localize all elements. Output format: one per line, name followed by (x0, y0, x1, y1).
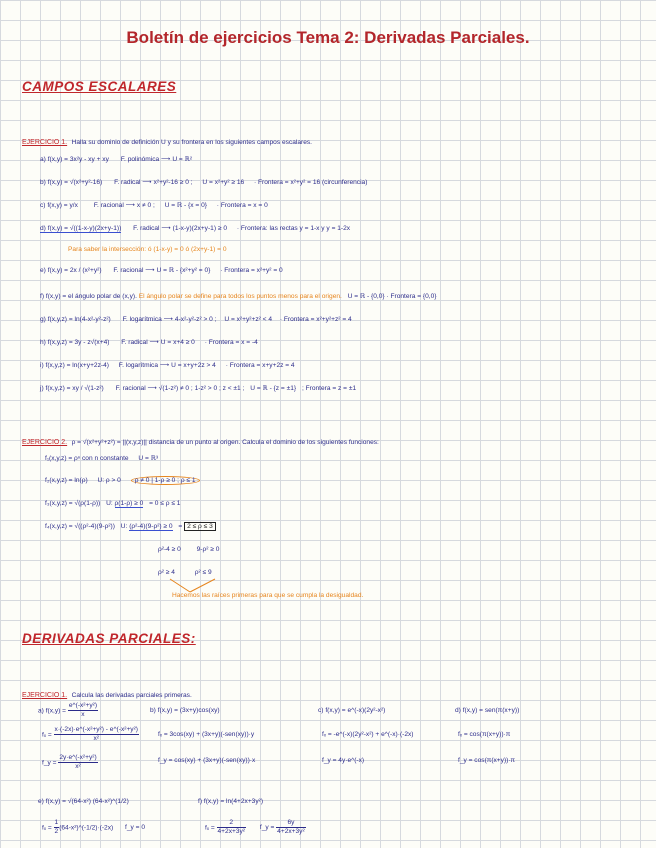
ej1-i (40, 361, 295, 369)
der-d-func: d) f(x,y) = sen(π(x+y)) (455, 707, 520, 714)
der-f-fy-num: 6y (276, 819, 306, 828)
der-c-fy: f_y = 4y·e^(-x) (322, 757, 365, 764)
der-a-func (38, 702, 98, 719)
ej1-f (40, 292, 437, 300)
ej1-j-dom: U = ℝ - {z = ±1} (250, 385, 297, 392)
der-f-fy-den: 4+2x+3y² (277, 828, 305, 835)
ej1-g (40, 315, 352, 323)
ej1-i-front: · Frontera = x+y+2z = 4 (225, 362, 295, 369)
ej1-j-cond: F. racional ⟶ √(1-z²) ≠ 0 ; 1-z² > 0 ; z < ±1 ; (115, 385, 245, 392)
ej1-d-cond: F. radical ⟶ (1-x-y)(2x+y-1) ≥ 0 (133, 225, 227, 232)
der-f-fy-pre: f_y = (259, 824, 277, 832)
ej2-f4-cond: (ρ²-4)(9-ρ²) ≥ 0 (129, 523, 173, 530)
ej1-c-cond: F. racional ⟶ x ≠ 0 ; (93, 202, 155, 209)
ej2-f2-func: f₂(x,y,z) = ln(ρ) (45, 477, 88, 484)
ej1-i-dom: F. logarítmica ⟶ U = x+y+2z > 4 (118, 362, 216, 369)
ej2-f2-cond: ρ ≠ 0 | 1-ρ ≥ 0 ; ρ ≤ 1 (131, 476, 200, 485)
der-e-func: e) f(x,y) = √(64-x²) (64-x²)^(1/2) (38, 798, 129, 805)
ej1-e-func: e) f(x,y) = 2x / (x²+y²) (40, 267, 102, 274)
der-a-fx-num: x·(-2x)·e^(-x²+y²) - e^(-x²+y²) (54, 726, 138, 733)
der-e-fx-den: 2 (54, 828, 59, 835)
der-c-func: c) f(x,y) = e^(-x)(2y²-x²) (318, 707, 386, 714)
ej2-f1 (45, 454, 158, 462)
ej1-g-cond: F. logarítmica ⟶ 4-x²-y²-z² > 0 ; (122, 316, 217, 323)
ej1-e-front: · Frontera = x²+y² = 0 (220, 267, 283, 274)
ej2-f2 (45, 477, 200, 484)
ej1-c-dom: U = ℝ - {x = 0} (164, 202, 207, 209)
ej1-e (40, 266, 283, 274)
ej1-f-dom: U = ℝ - {0,0} · Frontera = {0,0} (347, 293, 437, 300)
ej1-e-dom: F. racional ⟶ U = ℝ - {x²+y² = 0} (113, 267, 211, 274)
page-title: Boletín de ejercicios Tema 2: Derivadas Parciales. (126, 28, 530, 47)
ej1-f-note: El ángulo polar se define para todos los puntos menos para el origen. (138, 293, 342, 300)
der-a-fy-den: x² (75, 763, 81, 770)
der-f-fx-den: 4+2x+3y² (217, 828, 246, 835)
section-derivadas-parciales: DERIVADAS PARCIALES: (22, 631, 196, 646)
der-e-fy: f_y = 0 (125, 824, 146, 832)
ej1-j (40, 384, 356, 392)
der-a-fx (42, 726, 139, 743)
ej1-g-dom: U = x²+y²+z² < 4 (224, 316, 272, 323)
section-campos-escalares: CAMPOS ESCALARES (22, 79, 177, 94)
ej1-c-func: c) f(x,y) = y/x (40, 202, 78, 209)
ej1-header (22, 131, 312, 149)
ej1-c (40, 201, 268, 209)
der-a-fy (42, 754, 98, 771)
ej2-note: Hacemos las raíces primeras para que se cumpla la desigualdad. (172, 592, 364, 599)
der-a-func-den: x (81, 711, 85, 718)
ej2-f3-func: f₃(x,y,z) = √(ρ(1-ρ)) (45, 500, 101, 507)
ej2-f1-dom: U = ℝ³ (138, 455, 159, 462)
ej1-b-front: · Frontera = x²+y² = 16 (circunferencia) (254, 179, 368, 186)
ej2-f4 (45, 523, 216, 530)
der-e-fx-pre: fₓ = (42, 824, 54, 832)
ej1-h-func: h) f(x,y,z) = 3y - z√(x+4) (40, 339, 110, 346)
der-f-fx-num: 2 (217, 819, 247, 828)
ej2-header (22, 431, 379, 449)
ej1-c-front: · Frontera = x = 0 (216, 202, 268, 209)
ej1-i-func: i) f(x,y,z) = ln(x+y+2z-4) (40, 362, 109, 369)
der-a-fy-pre: f_y = (42, 759, 59, 767)
ej1-b-func: b) f(x,y) = √(x²+y²-16) (40, 179, 103, 186)
ej2-label: EJERCICIO 2. (22, 439, 68, 446)
der-e-fx-num: 1 (54, 819, 59, 826)
ej1-j-front: ; Frontera = z = ±1 (301, 385, 357, 392)
ej1-label: EJERCICIO 1. (22, 139, 68, 146)
ej1-text: Halla su dominio de definición U y su frontera en los siguientes campos escalares. (71, 139, 313, 146)
ej1-h-front: · Frontera = x = -4 (204, 339, 258, 346)
ej2-f4-step1 (158, 546, 219, 553)
der-a-fy-num: 2y·e^(-x²+y²) (59, 754, 97, 761)
ej1-h (40, 338, 258, 346)
ej1-b (40, 178, 367, 186)
ej1-a-func: a) f(x,y) = 3x²y - xy + xy (40, 156, 109, 163)
der-f-func: f) f(x,y) = ln(4+2x+3y²) (198, 798, 264, 805)
ej2-f4-step1b: 9-ρ² ≥ 0 (196, 546, 220, 553)
ej2-f4-dom: 2 ≤ ρ ≤ 3 (184, 522, 216, 531)
ej1d-text: Calcula las derivadas parciales primeras. (71, 692, 192, 699)
ej2-f4-step2b: ρ² ≤ 9 (194, 569, 212, 576)
ej2-f4-step1a: ρ²-4 ≥ 0 (158, 546, 181, 553)
ej1-a-dom: F. polinómica ⟶ U = ℝ² (120, 156, 193, 163)
ej1-h-dom: F. radical ⟶ U = x+4 ≥ 0 (121, 339, 195, 346)
der-e-derivs (42, 819, 145, 836)
ej2-f3 (45, 500, 180, 507)
der-a-func-pre: a) f(x,y) = (38, 707, 68, 715)
der-f-fx-pre: fₓ = (205, 824, 217, 832)
der-d-fy: f_y = cos(π(x+y))·π (458, 757, 516, 764)
ej2-f1-func: f₁(x,y,z) = ρⁿ con n constante (45, 455, 129, 462)
ej2-f3-dom: = 0 ≤ ρ ≤ 1 (149, 500, 181, 507)
ej1-b-cond: F. radical ⟶ x²+y²-16 ≥ 0 ; (114, 179, 193, 186)
ej2-f4-step2a: ρ² ≥ 4 (158, 569, 175, 576)
der-a-fx-den: x² (93, 735, 99, 742)
ej1-d-note: Para saber la intersección: ó (1-x-y) = 0 ó (2x+y-1) = 0 (68, 246, 227, 253)
ej1-g-front: · Frontera = x²+y²+z² = 4 (279, 316, 352, 323)
ej1-d (40, 224, 350, 232)
der-c-fx: fₓ = -e^(-x)(2y²-x²) + e^(-x)·(-2x) (322, 731, 414, 738)
der-b-func: b) f(x,y) = (3x+y)cos(xy) (150, 707, 220, 714)
ej2-f3-u: U: (106, 500, 113, 507)
der-a-func-num: e^(-x²+y²) (68, 702, 98, 709)
ej2-f2-dom: U: ρ > 0 (97, 477, 121, 484)
ej1-j-func: j) f(x,y,z) = xy / √(1-z²) (40, 385, 104, 392)
ej2-text: ρ = √(x²+y²+z²) = ||(x,y,z)|| distancia de un punto al origen. Calcula el dominio de los siguientes funciones: (71, 439, 379, 446)
ej2-f3-cond: ρ(1-ρ) ≥ 0 (114, 500, 144, 507)
ej2-f4-eq: = (178, 523, 183, 530)
der-d-fx: fₓ = cos(π(x+y))·π (458, 731, 511, 738)
ej1-d-front: · Frontera: las rectas y = 1-x y y = 1-2x (236, 225, 351, 232)
ej1-d-func: d) f(x,y) = √((1-x-y)(2x+y-1)) (40, 225, 122, 232)
ej1-f-func: f) f(x,y) = el ángulo polar de (x,y). (40, 293, 137, 300)
ej1d-label: EJERCICIO 1. (22, 692, 68, 699)
der-a-fx-pre: fₓ = (42, 731, 54, 739)
der-e-fx-post: (64-x²)^(-1/2)·(-2x) (59, 824, 114, 832)
der-b-fx: fₓ = 3cos(xy) + (3x+y)(-sen(xy))·y (158, 731, 255, 738)
der-f-derivs (205, 819, 306, 836)
ej1-a (40, 155, 192, 163)
ej2-f4-u: U: (120, 523, 128, 530)
der-b-fy: f_y = cos(xy) + (3x+y)(-sen(xy))·x (158, 757, 256, 764)
ej1-g-func: g) f(x,y,z) = ln(4-x²-y²-z²) (40, 316, 111, 323)
ej1d-header (22, 684, 192, 702)
ej1-b-dom: U = x²+y² ≥ 16 (202, 179, 245, 186)
ej2-f4-func: f₄(x,y,z) = √((ρ²-4)(9-ρ²)) (45, 523, 115, 530)
ej2-f4-step2 (158, 569, 212, 576)
